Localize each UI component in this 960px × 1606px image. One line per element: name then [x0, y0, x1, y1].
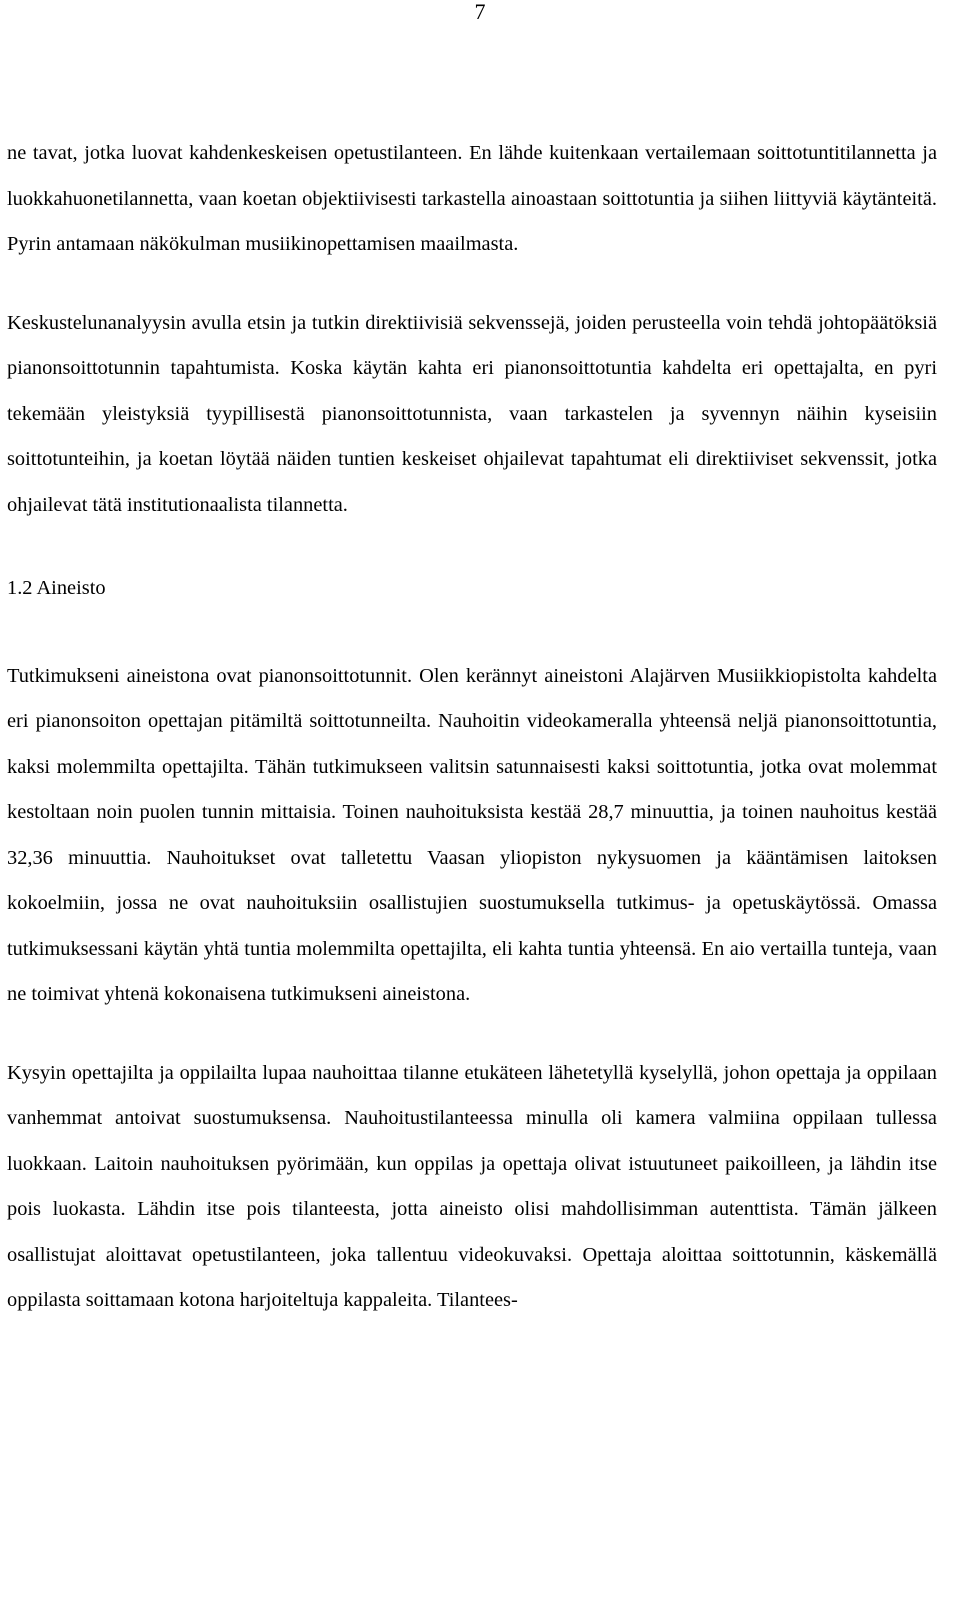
document-body [7, 131, 937, 1324]
paragraph-material-1: Tutkimukseni aineistona ovat pianonsoittotunnit. Olen kerännyt aineistoni Alajärven Musiikkiopistolta kahdelta eri pianonsoiton opettajan pitämiltä soittotunneilta. Nauhoitin videokameralla yhteensä neljä pianonsoittotuntia, kaksi molemmilta opettajilta. Tähän tutkimukseen valitsin satunnaisesti kaksi soittotuntia, jotka ovat molemmat kestoltaan noin puolen tunnin mittaisia. Toinen nauhoituksista kestää 28,7 minuuttia, ja toinen nauhoitus kestää 32,36 minuuttia. Nauhoitukset ovat talletettu Vaasan yliopiston nykysuomen ja kääntämisen laitoksen kokoelmiin, jossa ne ovat nauhoituksiin osallistujien suostumuksella tutkimus- ja opetuskäytössä. Omassa tutkimuksessani käytän yhtä tuntia molemmilta opettajilta, eli kahta tuntia yhteensä. En aio vertailla tunteja, vaan ne toimivat yhtenä kokonaisena tutkimukseni aineistona. [7, 664, 937, 1005]
page-number: 7 [474, 0, 486, 24]
paragraph-intro-2: Keskustelunanalyysin avulla etsin ja tutkin direktiivisiä sekvenssejä, joiden perusteella voin tehdä johtopäätöksiä pianonsoittotunnin tapahtumista. Koska käytän kahta eri pianonsoittotuntia kahdelta eri opettajalta, en pyri tekemään yleistyksiä tyypillisestä pianonsoittotunnista, vaan tarkastelen ja syvennyn näihin kyseisiin soittotunteihin, ja koetan löytää näiden tuntien keskeiset ohjailevat tapahtumat eli direktiiviset sekvenssit, jotka ohjailevat tätä institutionaalista tilannetta. [7, 311, 937, 516]
section-heading: 1.2 Aineisto [7, 577, 106, 599]
paragraph-material-2: Kysyin opettajilta ja oppilailta lupaa nauhoittaa tilanne etukäteen lähetetyllä kyselyllä, johon opettaja ja oppilaan vanhemmat antoivat suostumuksensa. Nauhoitustilanteessa minulla oli kamera valmiina oppilaan tullessa luokkaan. Laitoin nauhoituksen pyörimään, kun oppilas ja opettaja olivat istuutuneet paikoilleen, ja lähdin itse pois luokasta. Lähdin itse pois tilanteesta, jotta aineisto olisi mahdollisimman autenttista. Tämän jälkeen osallistujat aloittavat opetustilanteen, joka tallentuu videokuvaksi. Opettaja aloittaa soittotunnin, käskemällä oppilasta soittamaan kotona harjoiteltuja kappaleita. Tilantees- [7, 1061, 937, 1311]
paragraph-intro-1: ne tavat, jotka luovat kahdenkeskeisen opetustilanteen. En lähde kuitenkaan vertailemaan soittotuntitilannetta ja luokkahuonetilannetta, vaan koetan objektiivisesti tarkastella ainoastaan soittotuntia ja siihen liittyviä käytänteitä. Pyrin antamaan näkökulman musiikinopettamisen maailmasta. [7, 142, 937, 255]
